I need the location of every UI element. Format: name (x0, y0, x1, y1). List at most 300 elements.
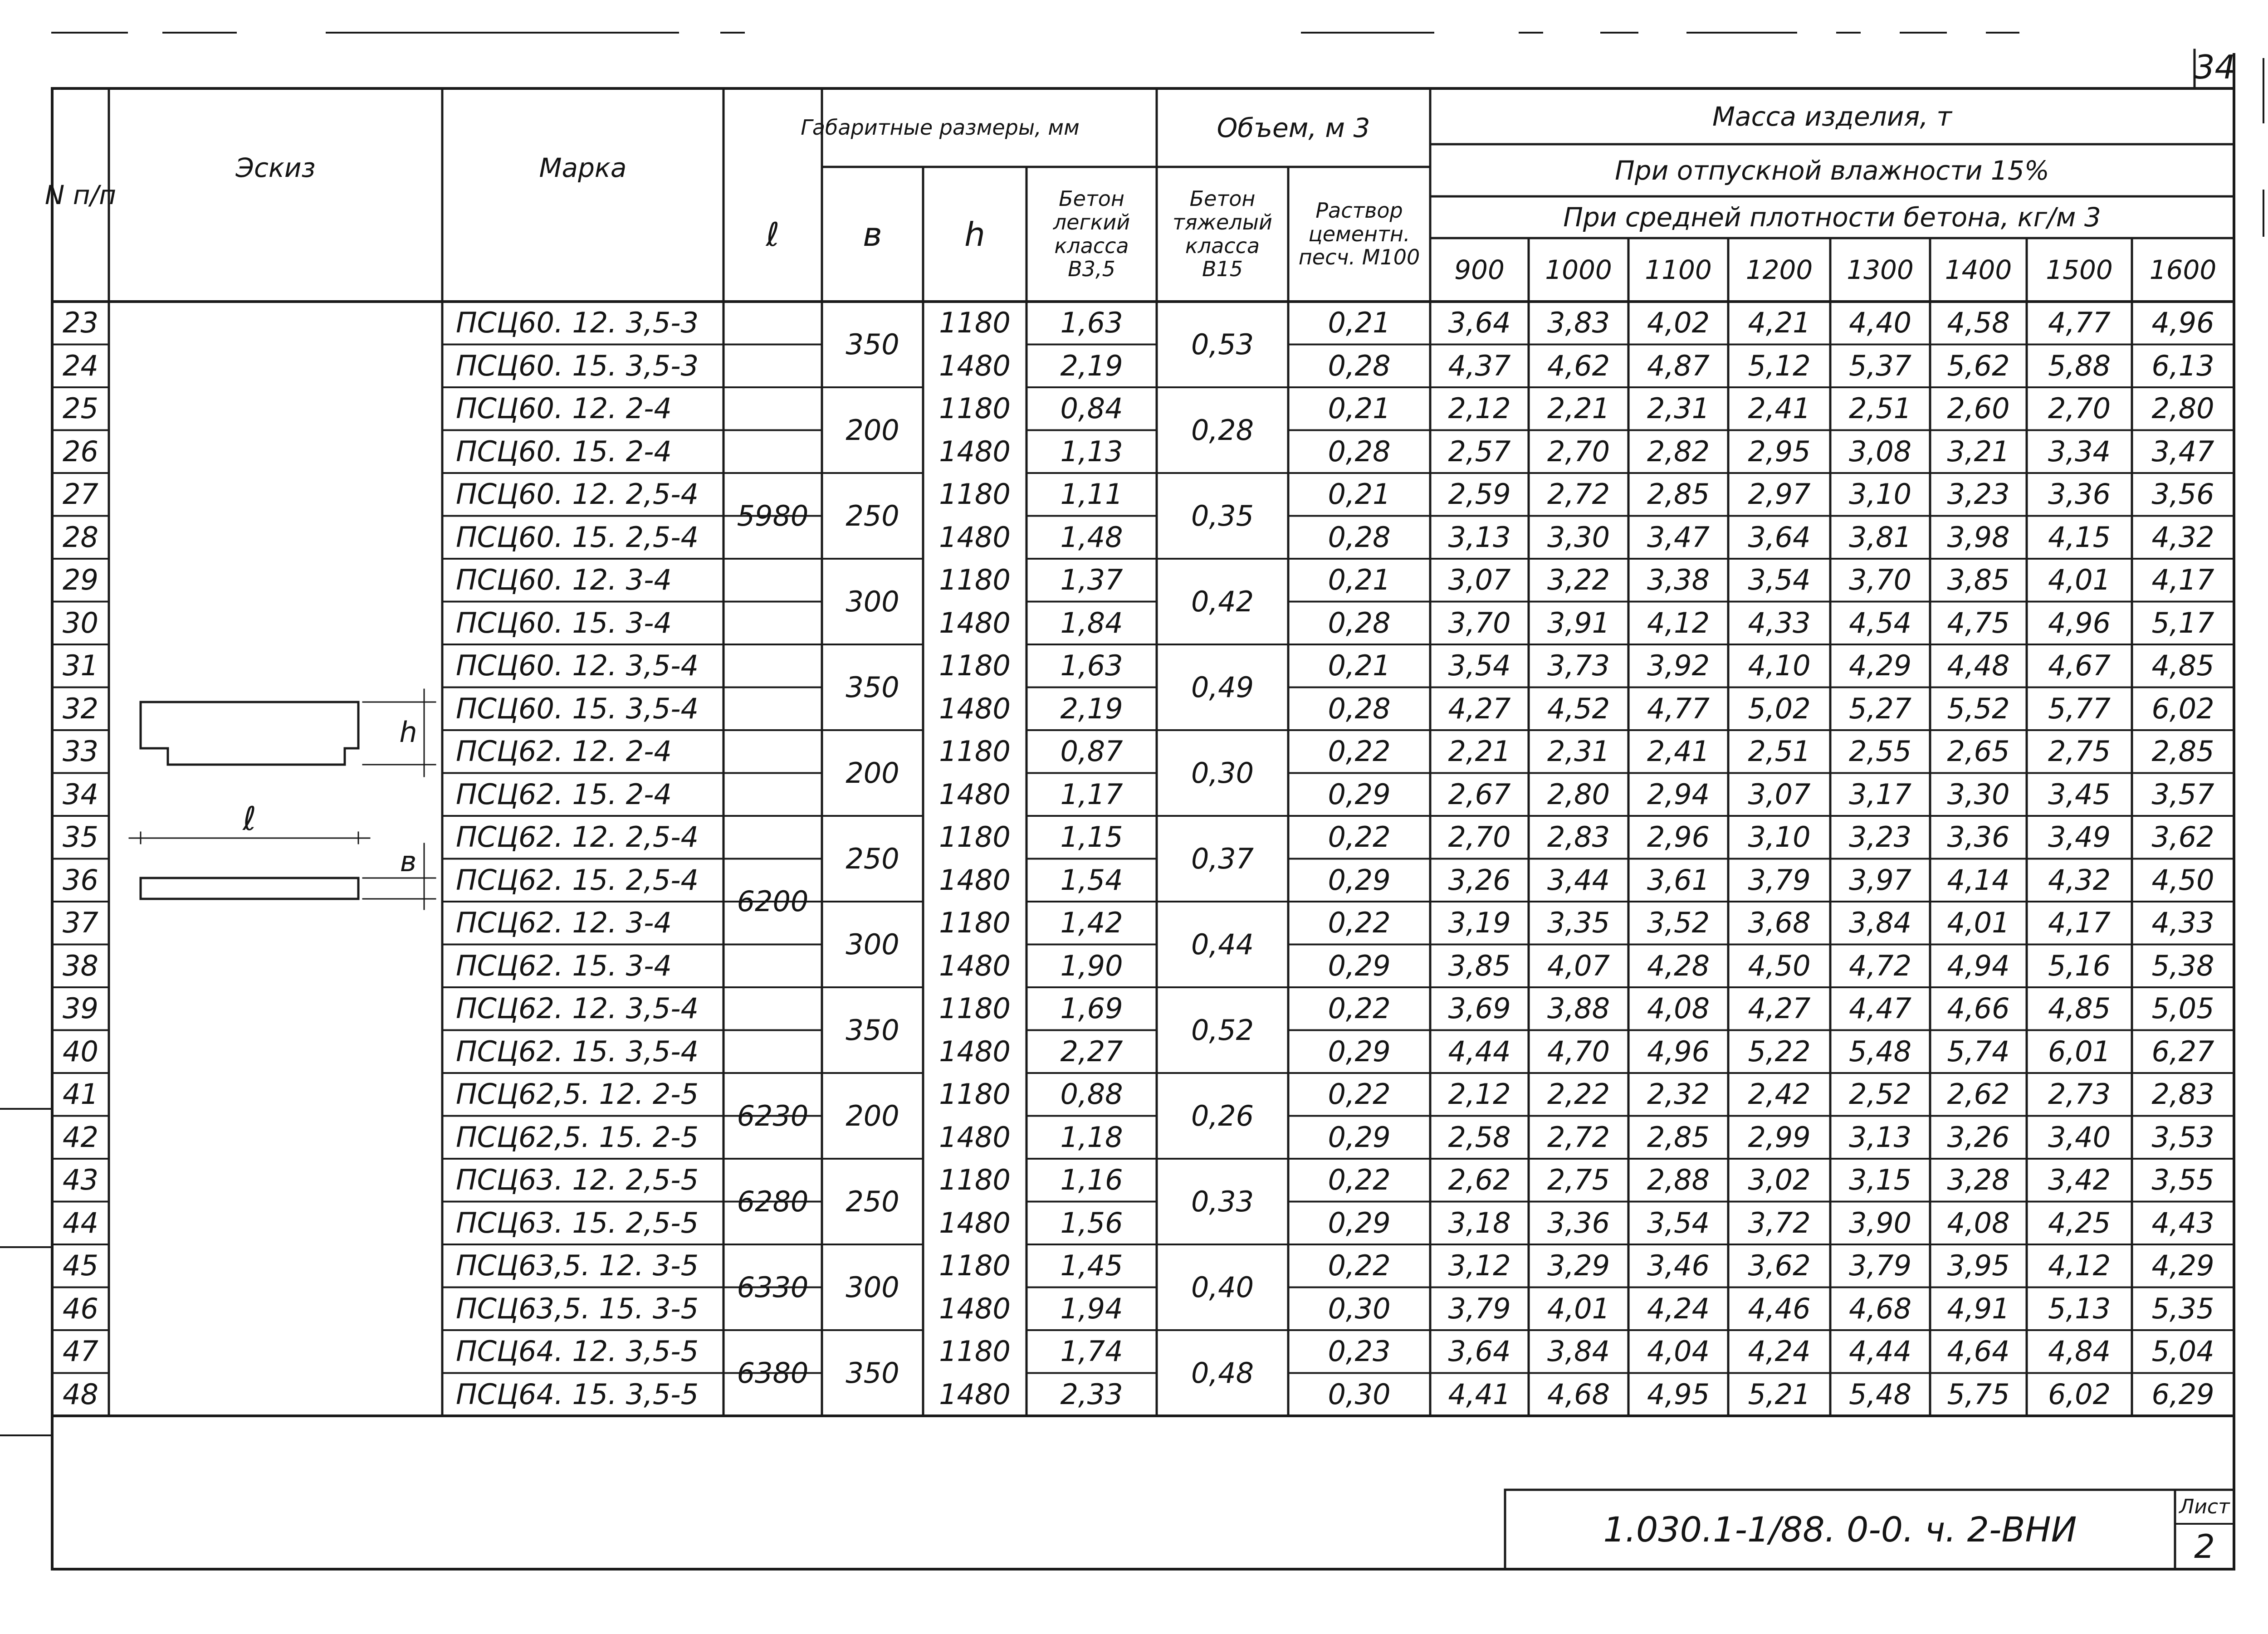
row-vol-mortar: 0,29 (1328, 1120, 1391, 1154)
group-vol-heavy: 0,37 (1191, 842, 1254, 875)
group-dim-b: 250 (846, 1185, 899, 1218)
row-vol-mortar: 0,22 (1328, 735, 1391, 768)
row-mass: 3,07 (1748, 777, 1811, 811)
row-dim-h: 1180 (939, 820, 1011, 854)
row-mass: 3,23 (1947, 478, 2010, 511)
row-mass: 3,36 (1547, 1206, 1610, 1239)
row-vol-mortar: 0,29 (1328, 1034, 1391, 1068)
row-mass: 3,47 (1647, 520, 1710, 554)
row-dim-h: 1180 (939, 1163, 1011, 1197)
row-mass: 3,35 (1547, 906, 1610, 940)
row-mass: 3,81 (1848, 520, 1912, 554)
row-mass: 4,75 (1947, 606, 2010, 639)
group-vol-heavy: 0,53 (1191, 327, 1254, 361)
row-mass: 4,28 (1647, 949, 1710, 982)
row-mark: ПСЦ60. 15. 3,5-3 (456, 349, 699, 382)
row-mass: 3,40 (2048, 1120, 2111, 1154)
row-mass: 3,38 (1647, 563, 1710, 597)
row-mass: 4,87 (1647, 349, 1710, 382)
row-vol-light: 1,45 (1060, 1249, 1123, 1283)
row-mark: ПСЦ62,5. 15. 2-5 (456, 1120, 699, 1154)
row-mass: 4,70 (1547, 1034, 1610, 1068)
row-mass: 3,88 (1547, 992, 1610, 1025)
row-vol-mortar: 0,22 (1328, 992, 1391, 1025)
group-dim-l: 6380 (737, 1356, 809, 1390)
row-dim-h: 1180 (939, 992, 1011, 1025)
row-vol-light: 1,84 (1060, 606, 1123, 639)
row-mass: 6,27 (2151, 1034, 2214, 1068)
group-dim-b: 200 (846, 413, 899, 447)
row-mass: 2,83 (2151, 1078, 2214, 1111)
row-mass: 4,50 (2151, 863, 2214, 897)
row-mass: 2,73 (2048, 1078, 2111, 1111)
row-mass: 2,21 (1448, 735, 1511, 768)
group-vol-heavy: 0,40 (1191, 1270, 1254, 1304)
row-mass: 3,79 (1748, 863, 1811, 897)
row-mark: ПСЦ60. 12. 3,5-3 (456, 306, 699, 340)
row-mass: 3,55 (2151, 1163, 2214, 1197)
row-mass: 4,52 (1547, 692, 1610, 725)
row-vol-light: 1,56 (1060, 1206, 1123, 1239)
row-number: 43 (63, 1163, 98, 1197)
row-mass: 3,30 (1547, 520, 1610, 554)
group-dim-l: 5980 (737, 499, 809, 532)
row-dim-h: 1480 (939, 863, 1011, 897)
row-dim-h: 1480 (939, 949, 1011, 982)
row-vol-light: 1,54 (1060, 863, 1123, 897)
row-mass: 5,62 (1947, 349, 2010, 382)
group-dim-l: 6280 (737, 1185, 809, 1218)
row-mark: ПСЦ62. 15. 2-4 (456, 777, 672, 811)
row-mass: 2,65 (1947, 735, 2010, 768)
row-mass: 3,70 (1848, 563, 1912, 597)
row-mass: 2,75 (2048, 735, 2111, 768)
row-mass: 3,30 (1947, 777, 2010, 811)
row-mass: 2,21 (1547, 392, 1610, 425)
row-mass: 4,15 (2048, 520, 2111, 554)
row-number: 29 (63, 563, 98, 597)
row-number: 30 (63, 606, 98, 639)
row-vol-light: 1,63 (1060, 649, 1123, 683)
row-mass: 2,85 (2151, 735, 2214, 768)
row-mass: 3,54 (1448, 649, 1511, 683)
row-mass: 4,08 (1947, 1206, 2010, 1239)
row-mass: 3,98 (1947, 520, 2010, 554)
row-mass: 3,90 (1848, 1206, 1912, 1239)
row-vol-mortar: 0,28 (1328, 692, 1391, 725)
row-mass: 5,48 (1848, 1034, 1912, 1068)
row-mass: 3,54 (1748, 563, 1811, 597)
density-1600: 1600 (2149, 254, 2217, 285)
row-mass: 4,54 (1848, 606, 1912, 639)
row-dim-h: 1180 (939, 1078, 1011, 1111)
row-mass: 3,07 (1448, 563, 1511, 597)
density-900: 900 (1454, 254, 1505, 285)
row-mass: 3,61 (1647, 863, 1710, 897)
row-mark: ПСЦ60. 15. 2,5-4 (456, 520, 699, 554)
row-dim-h: 1180 (939, 392, 1011, 425)
row-mass: 2,59 (1448, 478, 1511, 511)
row-mass: 4,58 (1947, 306, 2010, 340)
row-mass: 4,12 (1647, 606, 1710, 639)
row-vol-light: 0,88 (1060, 1078, 1123, 1111)
row-number: 48 (63, 1377, 98, 1411)
row-mass: 3,45 (2048, 777, 2111, 811)
row-vol-light: 2,19 (1060, 692, 1123, 725)
row-mass: 4,32 (2151, 520, 2214, 554)
row-number: 31 (63, 649, 98, 683)
stamp-sheet-label: Лист (2179, 1495, 2230, 1518)
row-vol-light: 2,19 (1060, 349, 1123, 382)
row-mass: 4,29 (1848, 649, 1912, 683)
row-mass: 2,70 (2048, 392, 2111, 425)
row-mass: 4,17 (2048, 906, 2111, 940)
row-vol-mortar: 0,28 (1328, 434, 1391, 468)
group-vol-heavy: 0,33 (1191, 1185, 1254, 1218)
group-vol-heavy: 0,35 (1191, 499, 1254, 532)
row-mass: 3,49 (2048, 820, 2111, 854)
header-mass: Масса изделия, т (1712, 101, 1952, 132)
row-mass: 3,12 (1448, 1249, 1511, 1283)
row-vol-mortar: 0,30 (1328, 1377, 1391, 1411)
row-mass: 6,13 (2151, 349, 2214, 382)
row-vol-light: 1,15 (1060, 820, 1123, 854)
row-vol-mortar: 0,29 (1328, 777, 1391, 811)
group-dim-b: 300 (846, 585, 899, 618)
row-mass: 4,68 (1848, 1292, 1912, 1325)
row-mass: 3,26 (1448, 863, 1511, 897)
row-mass: 2,42 (1748, 1078, 1811, 1111)
row-mass: 3,85 (1448, 949, 1511, 982)
row-mass: 5,74 (1947, 1034, 2010, 1068)
row-vol-mortar: 0,28 (1328, 349, 1391, 382)
row-mark: ПСЦ63. 15. 2,5-5 (456, 1206, 699, 1239)
row-mark: ПСЦ60. 15. 2-4 (456, 434, 672, 468)
row-mass: 5,05 (2151, 992, 2214, 1025)
row-mark: ПСЦ60. 15. 3-4 (456, 606, 672, 639)
row-mass: 4,01 (1947, 906, 2010, 940)
row-mass: 4,43 (2151, 1206, 2214, 1239)
row-mass: 4,01 (2048, 563, 2111, 597)
row-dim-h: 1480 (939, 1377, 1011, 1411)
row-mass: 4,85 (2048, 992, 2111, 1025)
row-mass: 3,95 (1947, 1249, 2010, 1283)
row-mass: 5,12 (1748, 349, 1811, 382)
row-vol-light: 1,16 (1060, 1163, 1123, 1197)
row-mass: 3,17 (1848, 777, 1912, 811)
row-mass: 4,24 (1647, 1292, 1710, 1325)
row-dim-h: 1480 (939, 349, 1011, 382)
row-mass: 3,36 (1947, 820, 2010, 854)
row-mass: 2,97 (1748, 478, 1811, 511)
header-moisture: При отпускной влажности 15% (1615, 155, 2049, 186)
row-mark: ПСЦ64. 15. 3,5-5 (456, 1377, 699, 1411)
row-mass: 2,85 (1647, 1120, 1710, 1154)
row-mass: 3,28 (1947, 1163, 2010, 1197)
row-mark: ПСЦ60. 12. 3,5-4 (456, 649, 699, 683)
row-number: 46 (63, 1292, 98, 1325)
row-mass: 3,44 (1547, 863, 1610, 897)
row-mass: 4,10 (1748, 649, 1811, 683)
row-number: 39 (63, 992, 98, 1025)
page-number: 34 (2194, 48, 2236, 86)
row-vol-mortar: 0,29 (1328, 1206, 1391, 1239)
row-mark: ПСЦ60. 12. 2-4 (456, 392, 672, 425)
row-mass: 4,41 (1448, 1377, 1511, 1411)
row-mass: 4,08 (1647, 992, 1710, 1025)
row-mass: 2,12 (1448, 392, 1511, 425)
row-mass: 5,37 (1848, 349, 1912, 382)
row-mass: 2,80 (2151, 392, 2214, 425)
header-vol-light: Бетон легкий класса В3,5 (1053, 186, 1130, 282)
row-mass: 3,79 (1848, 1249, 1912, 1283)
row-mass: 2,80 (1547, 777, 1610, 811)
row-mass: 5,27 (1848, 692, 1912, 725)
row-mass: 3,62 (1748, 1249, 1811, 1283)
stamp-code: 1.030.1-1/88. 0-0. ч. 2-ВНИ (1603, 1509, 2077, 1550)
row-mass: 4,12 (2048, 1249, 2111, 1283)
row-mass: 3,97 (1848, 863, 1912, 897)
group-dim-b: 250 (846, 842, 899, 875)
sketch-label-b: в (400, 845, 417, 878)
row-mark: ПСЦ60. 15. 3,5-4 (456, 692, 699, 725)
row-mass: 3,85 (1947, 563, 2010, 597)
row-mass: 4,33 (1748, 606, 1811, 639)
row-mass: 3,13 (1448, 520, 1511, 554)
row-vol-mortar: 0,23 (1328, 1335, 1391, 1368)
row-vol-light: 1,17 (1060, 777, 1123, 811)
group-vol-heavy: 0,26 (1191, 1099, 1254, 1132)
row-vol-mortar: 0,22 (1328, 1249, 1391, 1283)
row-mass: 2,22 (1547, 1078, 1610, 1111)
row-mass: 4,96 (2048, 606, 2111, 639)
row-mass: 4,27 (1448, 692, 1511, 725)
group-vol-heavy: 0,42 (1191, 585, 1254, 618)
header-mark: Марка (539, 152, 627, 183)
row-mass: 4,14 (1947, 863, 2010, 897)
row-mass: 4,44 (1448, 1034, 1511, 1068)
group-vol-heavy: 0,44 (1191, 927, 1254, 961)
row-dim-h: 1180 (939, 1249, 1011, 1283)
row-mass: 3,26 (1947, 1120, 2010, 1154)
row-mass: 3,54 (1647, 1206, 1710, 1239)
row-mass: 4,50 (1748, 949, 1811, 982)
row-number: 32 (63, 692, 98, 725)
row-vol-light: 1,42 (1060, 906, 1123, 940)
row-mass: 6,01 (2048, 1034, 2111, 1068)
row-mass: 2,60 (1947, 392, 2010, 425)
row-mass: 3,68 (1748, 906, 1811, 940)
row-mass: 2,88 (1647, 1163, 1710, 1197)
row-vol-mortar: 0,22 (1328, 906, 1391, 940)
row-mass: 3,73 (1547, 649, 1610, 683)
header-volume: Объем, м 3 (1217, 112, 1370, 143)
row-mark: ПСЦ63,5. 12. 3-5 (456, 1249, 699, 1283)
group-dim-b: 350 (846, 670, 899, 704)
row-mass: 3,29 (1547, 1249, 1610, 1283)
row-mass: 3,34 (2048, 434, 2111, 468)
row-mass: 3,08 (1848, 434, 1912, 468)
row-vol-mortar: 0,29 (1328, 863, 1391, 897)
row-mass: 3,52 (1647, 906, 1710, 940)
row-vol-light: 1,37 (1060, 563, 1123, 597)
row-mass: 3,10 (1848, 478, 1912, 511)
row-mass: 3,83 (1547, 306, 1610, 340)
row-mass: 2,55 (1848, 735, 1912, 768)
row-number: 26 (63, 434, 98, 468)
row-mass: 4,48 (1947, 649, 2010, 683)
row-vol-mortar: 0,22 (1328, 1163, 1391, 1197)
row-number: 42 (63, 1120, 98, 1154)
row-mass: 3,42 (2048, 1163, 2111, 1197)
row-dim-h: 1180 (939, 1335, 1011, 1368)
row-dim-h: 1480 (939, 1292, 1011, 1325)
row-vol-mortar: 0,21 (1328, 478, 1391, 511)
row-mass: 5,04 (2151, 1335, 2214, 1368)
row-dim-h: 1480 (939, 434, 1011, 468)
row-mass: 2,82 (1647, 434, 1710, 468)
row-mark: ПСЦ62. 12. 3,5-4 (456, 992, 699, 1025)
row-mass: 4,40 (1848, 306, 1912, 340)
sketch-panel-plan (141, 878, 358, 899)
row-number: 24 (63, 349, 98, 382)
row-mass: 2,70 (1547, 434, 1610, 468)
row-mark: ПСЦ62,5. 12. 2-5 (456, 1078, 699, 1111)
row-dim-h: 1180 (939, 735, 1011, 768)
row-mass: 3,10 (1748, 820, 1811, 854)
row-mass: 4,68 (1547, 1377, 1610, 1411)
row-dim-h: 1180 (939, 563, 1011, 597)
row-mass: 3,19 (1448, 906, 1511, 940)
group-dim-b: 200 (846, 1099, 899, 1132)
row-mass: 4,21 (1748, 306, 1811, 340)
row-mass: 2,67 (1448, 777, 1511, 811)
row-mass: 4,47 (1848, 992, 1912, 1025)
row-mass: 5,77 (2048, 692, 2111, 725)
row-mass: 2,51 (1748, 735, 1811, 768)
row-mass: 4,07 (1547, 949, 1610, 982)
row-mass: 2,52 (1848, 1078, 1912, 1111)
row-mass: 4,29 (2151, 1249, 2214, 1283)
row-mass: 5,48 (1848, 1377, 1912, 1411)
row-mass: 6,29 (2151, 1377, 2214, 1411)
row-number: 38 (63, 949, 98, 982)
density-1200: 1200 (1745, 254, 1813, 285)
row-mass: 3,64 (1448, 1335, 1511, 1368)
row-mass: 2,85 (1647, 478, 1710, 511)
group-dim-l: 6200 (737, 885, 809, 918)
row-mass: 3,91 (1547, 606, 1610, 639)
row-mass: 2,96 (1647, 820, 1710, 854)
row-number: 25 (63, 392, 98, 425)
row-dim-h: 1480 (939, 1206, 1011, 1239)
row-dim-h: 1480 (939, 1034, 1011, 1068)
row-mass: 5,35 (2151, 1292, 2214, 1325)
row-dim-h: 1480 (939, 520, 1011, 554)
row-vol-mortar: 0,28 (1328, 606, 1391, 639)
row-mass: 5,02 (1748, 692, 1811, 725)
group-vol-heavy: 0,28 (1191, 413, 1254, 447)
row-mass: 4,37 (1448, 349, 1511, 382)
row-mass: 2,83 (1547, 820, 1610, 854)
row-mark: ПСЦ63. 12. 2,5-5 (456, 1163, 699, 1197)
sketch-label-h: h (399, 716, 417, 749)
row-mass: 3,69 (1448, 992, 1511, 1025)
row-dim-h: 1180 (939, 306, 1011, 340)
header-dims: Габаритные размеры, мм (801, 115, 1080, 140)
row-dim-h: 1180 (939, 478, 1011, 511)
row-mass: 5,22 (1748, 1034, 1811, 1068)
row-mass: 2,32 (1647, 1078, 1710, 1111)
row-mark: ПСЦ62. 12. 2,5-4 (456, 820, 699, 854)
row-vol-light: 1,90 (1060, 949, 1123, 982)
row-mass: 3,84 (1547, 1335, 1610, 1368)
row-mass: 4,64 (1947, 1335, 2010, 1368)
row-mass: 2,94 (1647, 777, 1710, 811)
row-mark: ПСЦ60. 12. 3-4 (456, 563, 672, 597)
row-mass: 5,17 (2151, 606, 2214, 639)
row-mark: ПСЦ62. 12. 2-4 (456, 735, 672, 768)
row-mass: 4,33 (2151, 906, 2214, 940)
row-vol-mortar: 0,21 (1328, 392, 1391, 425)
row-mass: 4,77 (2048, 306, 2111, 340)
row-mass: 4,77 (1647, 692, 1710, 725)
row-mass: 2,58 (1448, 1120, 1511, 1154)
row-mass: 4,95 (1647, 1377, 1710, 1411)
row-mass: 5,88 (2048, 349, 2111, 382)
group-vol-heavy: 0,30 (1191, 756, 1254, 790)
row-mass: 5,75 (1947, 1377, 2010, 1411)
row-mark: ПСЦ62. 15. 3-4 (456, 949, 672, 982)
row-mass: 3,64 (1748, 520, 1811, 554)
row-mass: 3,70 (1448, 606, 1511, 639)
row-vol-mortar: 0,30 (1328, 1292, 1391, 1325)
row-dim-h: 1480 (939, 777, 1011, 811)
header-dim-b: в (863, 215, 882, 254)
row-vol-mortar: 0,29 (1328, 949, 1391, 982)
row-vol-light: 2,27 (1060, 1034, 1123, 1068)
row-mass: 3,64 (1448, 306, 1511, 340)
sketch-panel-section (141, 702, 358, 765)
row-mass: 2,57 (1448, 434, 1511, 468)
row-vol-light: 2,33 (1060, 1377, 1123, 1411)
row-mass: 3,84 (1848, 906, 1912, 940)
row-number: 28 (63, 520, 98, 554)
row-vol-light: 1,94 (1060, 1292, 1123, 1325)
row-mass: 3,23 (1848, 820, 1912, 854)
group-dim-b: 300 (846, 1270, 899, 1304)
header-dim-l: ℓ (766, 215, 780, 254)
group-dim-b: 350 (846, 327, 899, 361)
density-1500: 1500 (2046, 254, 2113, 285)
row-mass: 2,75 (1547, 1163, 1610, 1197)
row-dim-h: 1180 (939, 649, 1011, 683)
row-vol-mortar: 0,22 (1328, 820, 1391, 854)
row-number: 37 (63, 906, 98, 940)
row-mass: 3,22 (1547, 563, 1610, 597)
row-mark: ПСЦ62. 12. 3-4 (456, 906, 672, 940)
row-vol-mortar: 0,28 (1328, 520, 1391, 554)
row-mass: 4,91 (1947, 1292, 2010, 1325)
row-mass: 3,56 (2151, 478, 2214, 511)
row-vol-light: 1,18 (1060, 1120, 1123, 1154)
row-vol-light: 1,13 (1060, 434, 1123, 468)
group-dim-l: 6230 (737, 1099, 809, 1132)
row-mass: 2,41 (1647, 735, 1710, 768)
row-mass: 2,62 (1947, 1078, 2010, 1111)
row-number: 47 (63, 1335, 98, 1368)
row-number: 44 (63, 1206, 98, 1239)
